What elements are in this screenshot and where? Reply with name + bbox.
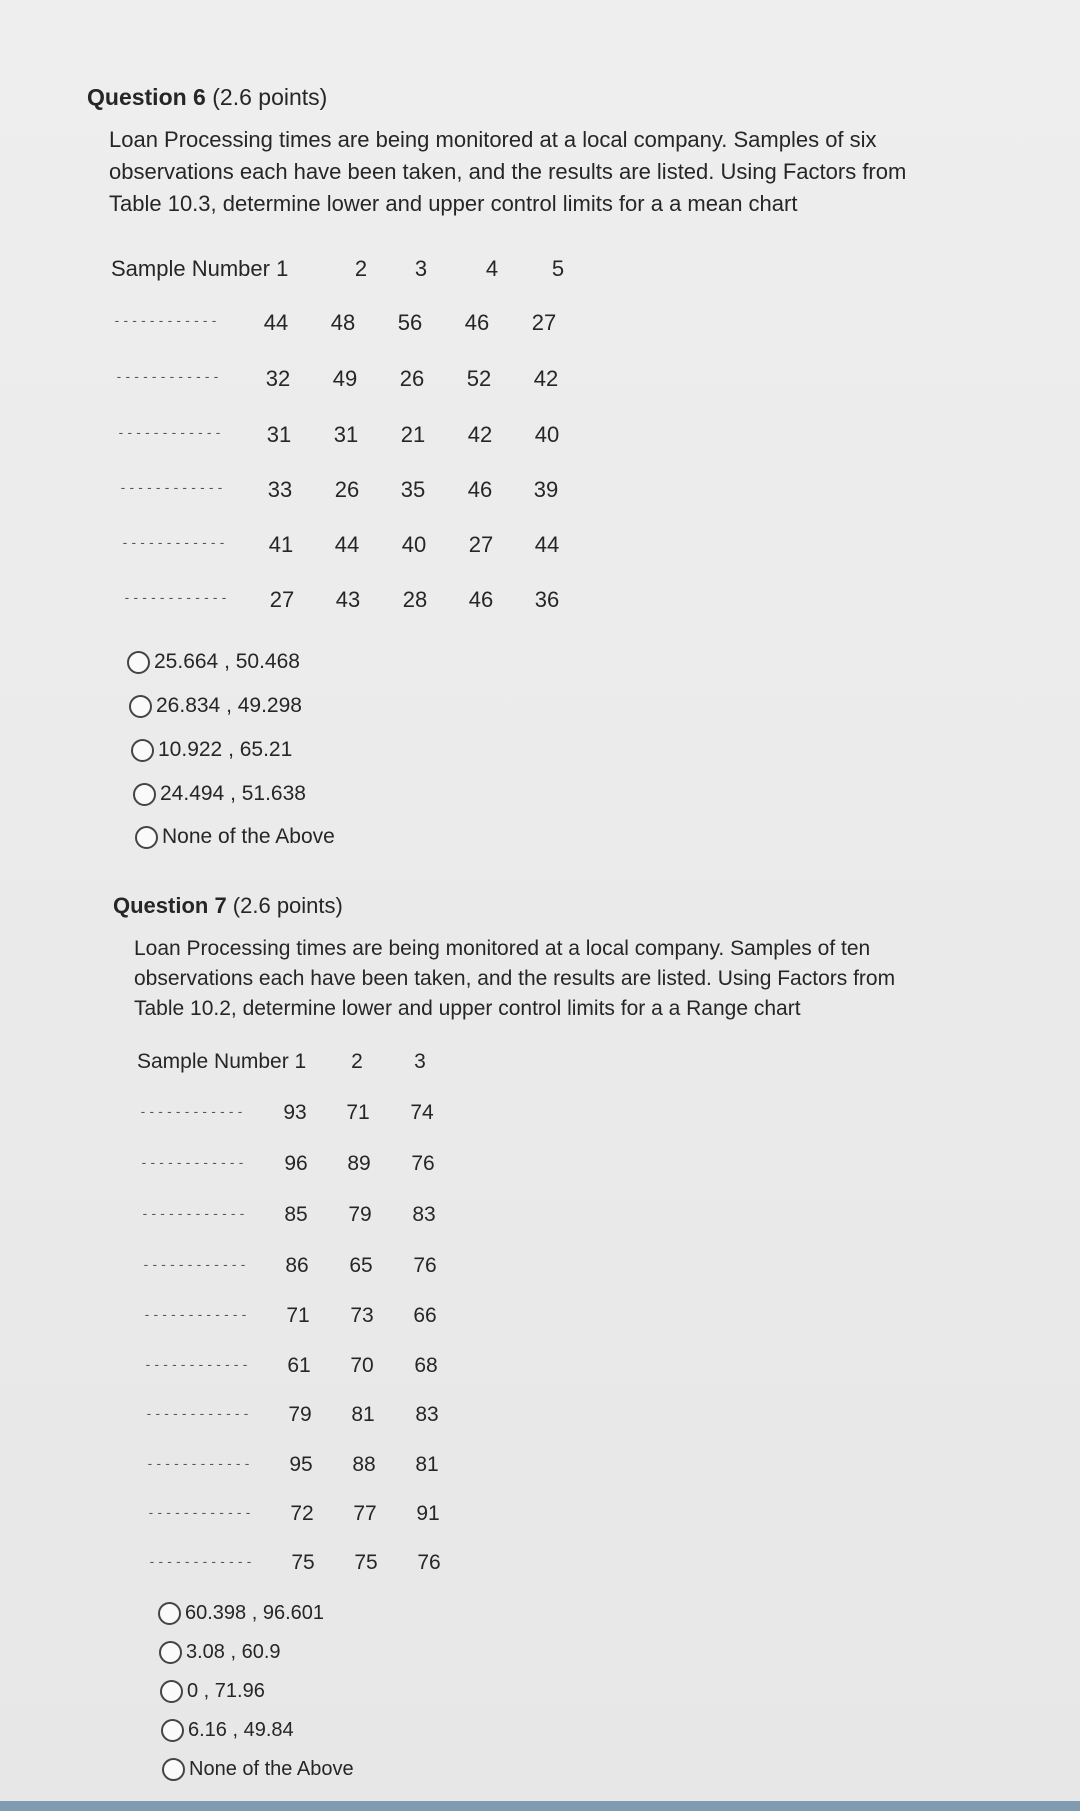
radio-button[interactable] [135,826,158,849]
question-7-text-line: Table 10.2, determine lower and upper control limits for a a Range chart [134,997,801,1020]
table-row [148,1551,468,1581]
radio-button[interactable] [161,1719,184,1742]
answer-option-label: 6.16 , 49.84 [188,1719,294,1741]
sample-number: 3 [414,1050,426,1073]
question-6-text-line: Loan Processing times are being monitored at a local company. Samples of six [109,127,877,152]
table-cell: 75 [291,1551,315,1574]
row-dashes: ------------ [113,314,219,329]
table-cell: 72 [290,1502,314,1525]
table-cell: 85 [284,1203,308,1226]
table-cell: 31 [266,422,292,447]
answer-option[interactable] [127,650,300,674]
table-cell: 89 [347,1152,371,1175]
row-dashes: ------------ [143,1308,249,1323]
table-row [145,1403,465,1433]
answer-option-label: 3.08 , 60.9 [186,1641,281,1663]
table-cell: 91 [416,1502,440,1525]
sample-number: 2 [351,1050,363,1073]
table-cell: 27 [269,587,295,612]
sample-number: 5 [551,256,565,281]
question-6-points: (2.6 points) [205,84,328,110]
table-row [121,532,581,562]
row-dashes: ------------ [147,1506,253,1521]
question-7-points: (2.6 points) [226,893,343,918]
table-cell: 46 [467,477,493,502]
table-cell: 83 [412,1203,436,1226]
row-dashes: ------------ [139,1105,245,1120]
table-cell: 26 [334,477,360,502]
table-row [142,1254,462,1284]
table-cell: 74 [410,1101,434,1124]
question-6-text-line: observations each have been taken, and the results are listed. Using Factors from [109,159,907,184]
row-dashes: ------------ [119,481,225,496]
answer-option[interactable] [129,694,302,718]
sample-number: 4 [485,256,499,281]
row-dashes: ------------ [146,1457,252,1472]
table-cell: 48 [330,310,356,335]
table-cell: 76 [413,1254,437,1277]
table-cell: 68 [414,1354,438,1377]
table-row [115,366,575,396]
row-dashes: ------------ [117,426,223,441]
table-cell: 75 [354,1551,378,1574]
table-cell: 86 [285,1254,309,1277]
table-cell: 21 [400,422,426,447]
sample-number: 3 [414,256,428,281]
table-cell: 44 [263,310,289,335]
table-cell: 76 [417,1551,441,1574]
row-dashes: ------------ [140,1156,246,1171]
radio-button[interactable] [129,695,152,718]
sample-number-label: Sample Number 1 [111,256,289,281]
table-row [139,1101,459,1131]
table-row [146,1453,466,1483]
table-cell: 40 [401,532,427,557]
table-cell: 49 [332,366,358,391]
table-cell: 26 [399,366,425,391]
table-cell: 95 [289,1453,313,1476]
question-7-label: Question 7 [113,893,227,918]
table-cell: 43 [335,587,361,612]
table-cell: 61 [287,1354,311,1377]
table-cell: 41 [268,532,294,557]
table-row [147,1502,467,1532]
row-dashes: ------------ [115,370,221,385]
answer-option-label: 26.834 , 49.298 [156,694,302,717]
radio-button[interactable] [159,1641,182,1664]
question-7-text-line: Loan Processing times are being monitored at a local company. Samples of ten [134,937,871,960]
row-dashes: ------------ [145,1407,251,1422]
row-dashes: ------------ [141,1207,247,1222]
table-cell: 66 [413,1304,437,1327]
table-row [113,310,573,340]
table-cell: 76 [411,1152,435,1175]
table-cell: 77 [353,1502,377,1525]
answer-option[interactable] [135,825,335,849]
table-cell: 42 [467,422,493,447]
table-cell: 27 [468,532,494,557]
radio-button[interactable] [160,1680,183,1703]
question-7-sample-header [137,1050,457,1080]
row-dashes: ------------ [144,1358,250,1373]
answer-option[interactable] [159,1641,281,1664]
row-dashes: ------------ [148,1555,254,1570]
table-row [119,477,579,507]
table-cell: 79 [288,1403,312,1426]
table-cell: 81 [351,1403,375,1426]
table-cell: 46 [468,587,494,612]
question-7-title [113,893,343,919]
answer-option[interactable] [131,738,292,762]
table-cell: 35 [400,477,426,502]
table-cell: 33 [267,477,293,502]
table-cell: 65 [349,1254,373,1277]
table-cell: 79 [348,1203,372,1226]
table-cell: 46 [464,310,490,335]
question-7-text [134,934,954,1024]
table-cell: 83 [415,1403,439,1426]
table-cell: 52 [466,366,492,391]
answer-option-label: 25.664 , 50.468 [154,650,300,673]
table-cell: 28 [402,587,428,612]
answer-option-label: None of the Above [162,825,335,848]
table-cell: 71 [346,1101,370,1124]
table-cell: 96 [284,1152,308,1175]
table-cell: 42 [533,366,559,391]
table-row [143,1304,463,1334]
table-cell: 44 [334,532,360,557]
table-row [117,422,577,452]
row-dashes: ------------ [121,536,227,551]
table-row [141,1203,461,1233]
answer-option-label: 24.494 , 51.638 [160,782,306,805]
table-row [140,1152,460,1182]
table-cell: 70 [350,1354,374,1377]
table-cell: 44 [534,532,560,557]
answer-option[interactable] [133,782,306,806]
table-cell: 56 [397,310,423,335]
table-cell: 93 [283,1101,307,1124]
table-cell: 40 [534,422,560,447]
table-cell: 71 [286,1304,310,1327]
radio-button[interactable] [131,739,154,762]
row-dashes: ------------ [123,591,229,606]
question-6-sample-header [111,256,591,286]
table-cell: 39 [533,477,559,502]
row-dashes: ------------ [142,1258,248,1273]
sample-number: 2 [354,256,368,281]
answer-option[interactable] [158,1602,324,1625]
table-row [123,587,583,617]
answer-option[interactable] [160,1680,265,1703]
question-6-label: Question 6 [87,84,206,110]
answer-option-label: None of the Above [189,1758,354,1780]
answer-option-label: 10.922 , 65.21 [158,738,293,761]
question-6-text-line: Table 10.3, determine lower and upper control limits for a a mean chart [109,191,798,216]
radio-button[interactable] [162,1758,185,1781]
answer-option-label: 0 , 71.96 [187,1680,265,1702]
question-6-text [109,124,929,220]
sample-number-label: Sample Number 1 [137,1050,307,1073]
radio-button[interactable] [133,783,156,806]
table-cell: 31 [333,422,359,447]
answer-option-label: 60.398 , 96.601 [185,1602,325,1624]
table-cell: 27 [531,310,557,335]
table-cell: 73 [350,1304,374,1327]
answer-option[interactable] [162,1758,354,1781]
table-row [144,1354,464,1384]
table-cell: 81 [415,1453,439,1476]
radio-button[interactable] [158,1602,181,1625]
table-cell: 36 [534,587,560,612]
question-7-text-line: observations each have been taken, and the results are listed. Using Factors from [134,967,896,990]
table-cell: 88 [352,1453,376,1476]
answer-option[interactable] [161,1719,294,1742]
radio-button[interactable] [127,651,150,674]
question-6-title [87,84,327,111]
bottom-edge-strip [0,1801,1080,1811]
table-cell: 32 [265,366,291,391]
